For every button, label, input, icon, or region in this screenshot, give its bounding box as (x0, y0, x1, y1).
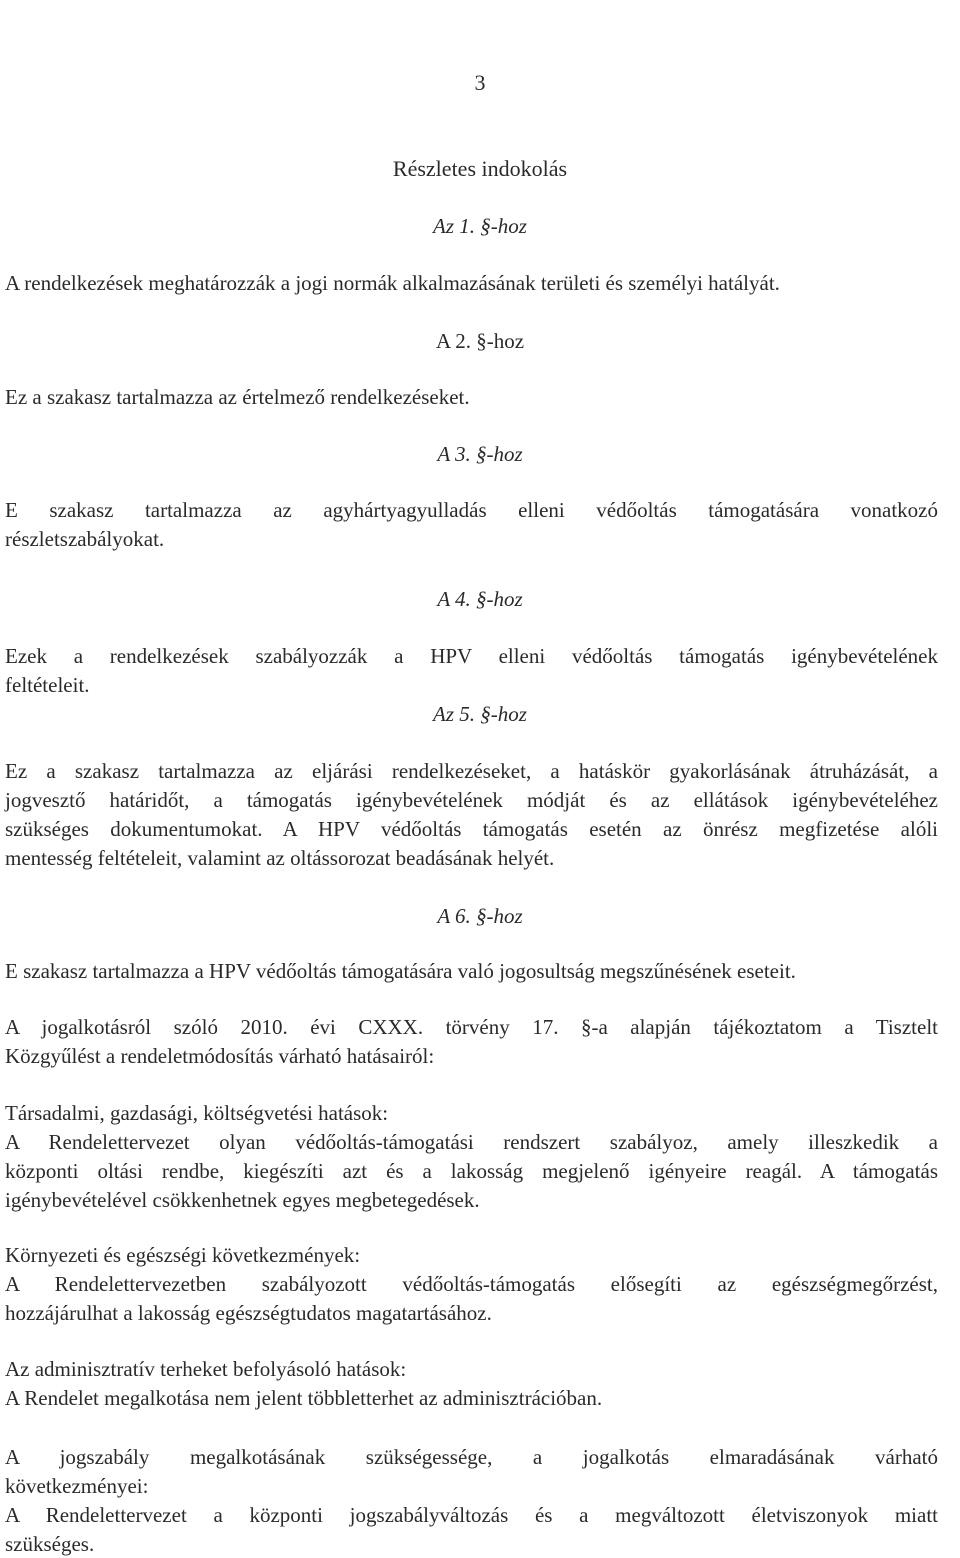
section-4-line: feltételeit. (5, 673, 90, 697)
section-body-6 (5, 957, 938, 986)
section-body-4 (5, 642, 938, 700)
section-heading-3: A 3. §-hoz (437, 442, 523, 466)
impact-line: szükséges. (5, 1532, 95, 1556)
section-heading-2: A 2. §-hoz (435, 329, 525, 353)
impact-line: A Rendelettervezet a központi jogszabályváltozás és a megváltozott életviszonyok miatt (5, 1503, 938, 1527)
section-4-line: Ezek a rendelkezések szabályozzák a HPV elleni védőoltás támogatás igénybevételének (5, 644, 938, 668)
section-5-line: jogvesztő határidőt, a támogatás igénybevételének módját és az ellátások igénybevételéhez (5, 788, 938, 812)
section-5-line: szükséges dokumentumokat. A HPV védőoltás támogatás esetén az önrész megfizetése alóli (5, 817, 938, 841)
section-5-line: Ez a szakasz tartalmazza az eljárási rendelkezéseket, a hatáskör gyakorlásának átruházását, a (5, 759, 938, 783)
section-heading-5: Az 5. §-hoz (433, 702, 527, 726)
impact-block-admin (5, 1355, 938, 1413)
impact-line: A jogszabály megalkotásának szükségessége, a jogalkotás elmaradásának várható (5, 1445, 938, 1469)
page-number: 3 (474, 70, 486, 95)
section-1-line: A rendelkezések meghatározzák a jogi normák alkalmazásának területi és személyi hatályát. (5, 271, 780, 295)
impact-block-necessity (5, 1443, 938, 1558)
impact-line: A Rendelettervezet olyan védőoltás-támogatási rendszert szabályoz, amely illeszkedik a (5, 1130, 938, 1154)
impact-line: hozzájárulhat a lakosság egészségtudatos magatartásához. (5, 1301, 492, 1325)
section-3-line: E szakasz tartalmazza az agyhártyagyulladás elleni védőoltás támogatására vonatkozó (5, 498, 938, 522)
section-6-line: E szakasz tartalmazza a HPV védőoltás támogatására való jogosultság megszűnésének eseteit. (5, 959, 796, 983)
impact-label: Környezeti és egészségi következmények: (5, 1243, 361, 1267)
page-title: Részletes indokolás (392, 156, 568, 181)
impact-intro-line: A jogalkotásról szóló 2010. évi CXXX. törvény 17. §-a alapján tájékoztatom a Tisztelt (5, 1015, 938, 1039)
impact-line: központi oltási rendbe, kiegészíti azt és a lakosság megjelenő igényeire reagál. A támogatás (5, 1159, 938, 1183)
impact-line: igénybevételével csökkenhetnek egyes megbetegedések. (5, 1188, 480, 1212)
impact-line: A Rendelettervezetben szabályozott védőoltás-támogatás elősegíti az egészségmegőrzést, (5, 1272, 938, 1296)
impact-intro (5, 1013, 938, 1071)
impact-intro-line: Közgyűlést a rendeletmódosítás várható hatásairól: (5, 1044, 435, 1068)
section-5-line: mentesség feltételeit, valamint az oltássorozat beadásának helyét. (5, 846, 555, 870)
impact-line: következményei: (5, 1474, 149, 1498)
section-body-1 (5, 269, 938, 298)
section-body-2 (5, 383, 938, 412)
section-heading-4: A 4. §-hoz (437, 587, 523, 611)
section-2-line: Ez a szakasz tartalmazza az értelmező rendelkezéseket. (5, 385, 470, 409)
section-3-line: részletszabályokat. (5, 527, 165, 551)
section-body-3 (5, 496, 938, 554)
impact-block-social (5, 1099, 938, 1215)
section-body-5 (5, 757, 938, 873)
section-heading-6: A 6. §-hoz (437, 904, 523, 928)
impact-label: Az adminisztratív terheket befolyásoló hatások: (5, 1357, 407, 1381)
impact-line: A Rendelet megalkotása nem jelent többletterhet az adminisztrációban. (5, 1386, 603, 1410)
section-heading-1: Az 1. §-hoz (433, 214, 527, 238)
impact-label: Társadalmi, gazdasági, költségvetési hatások: (5, 1101, 389, 1125)
impact-block-health (5, 1241, 938, 1328)
